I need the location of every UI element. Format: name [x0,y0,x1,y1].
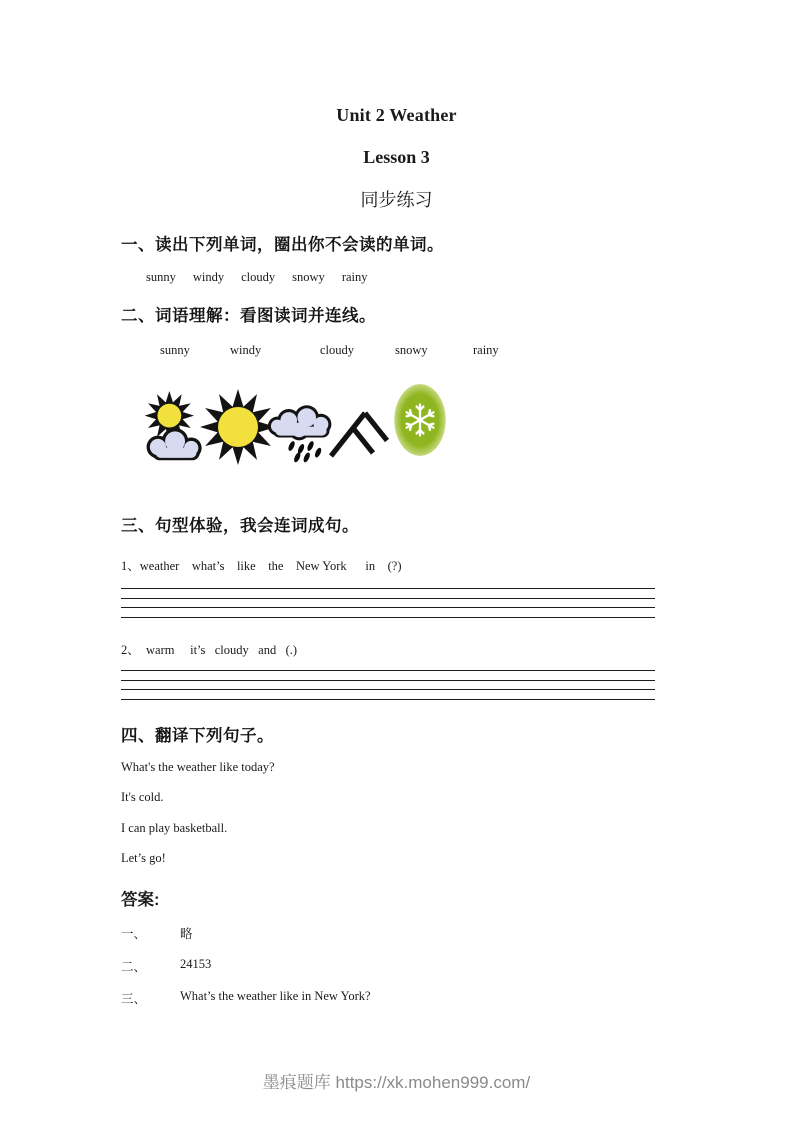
answers-heading: 答案: [121,891,160,909]
writing-line [121,598,655,608]
translate-sentence-4: Let’s go! [121,851,166,865]
section3-heading: 三、句型体验，我会连词成句。 [121,517,359,535]
snowy-icon[interactable] [388,377,452,463]
writing-line [121,607,655,617]
item-2-label: 2、 [121,643,140,657]
answer-3-value: What’s the weather like in New York? [180,989,371,1003]
item-1-label: 1、 [121,559,140,573]
answer-2-label: 二、 [121,960,147,974]
translate-sentence-2: It's cold. [121,790,164,804]
writing-line [121,689,655,699]
answer-3-label: 三、 [121,992,147,1006]
translate-sentence-3: I can play basketball. [121,821,228,835]
answer-1-value: 略 [180,927,193,941]
section2-heading: 二、词语理解：看图读词并连线。 [121,307,376,325]
writing-lines-1[interactable] [121,588,655,627]
word-cloudy: cloudy [241,270,276,284]
match-word-windy[interactable]: windy [230,343,262,357]
section1-word-list [146,270,368,285]
writing-lines-2[interactable] [121,670,655,709]
lesson-title: Lesson 3 [363,147,430,167]
word-windy: windy [192,270,225,284]
word-snowy: snowy [292,270,325,284]
answer-2-value: 24153 [180,957,212,971]
section4-heading: 四、翻译下列句子。 [121,727,274,745]
site-watermark: 墨痕题库 https://xk.mohen999.com/ [262,1073,531,1092]
writing-line [121,670,655,680]
page-title: Unit 2 Weather [336,105,457,125]
writing-line [121,588,655,598]
scramble-item-2 [121,640,297,658]
writing-line [121,699,655,709]
word-sunny: sunny [146,270,176,284]
translate-sentence-1: What's the weather like today? [121,760,275,774]
match-word-rainy[interactable]: rainy [473,343,499,357]
scramble-item-1 [121,556,402,574]
match-word-snowy[interactable]: snowy [395,343,428,357]
writing-line [121,680,655,690]
match-word-sunny[interactable]: sunny [160,343,190,357]
word-rainy: rainy [341,270,368,284]
answer-1-label: 一、 [121,927,147,941]
subtitle: 同步练习 [360,190,433,210]
windy-icon[interactable] [328,398,394,460]
item-2-words: warm it’s cloudy and (.) [139,643,298,657]
match-word-cloudy[interactable]: cloudy [320,343,355,357]
item-1-words: weather what’s like the New York in (?) [139,559,402,573]
writing-line [121,617,655,627]
section1-heading: 一、读出下列单词，圈出你不会读的单词。 [121,236,444,254]
